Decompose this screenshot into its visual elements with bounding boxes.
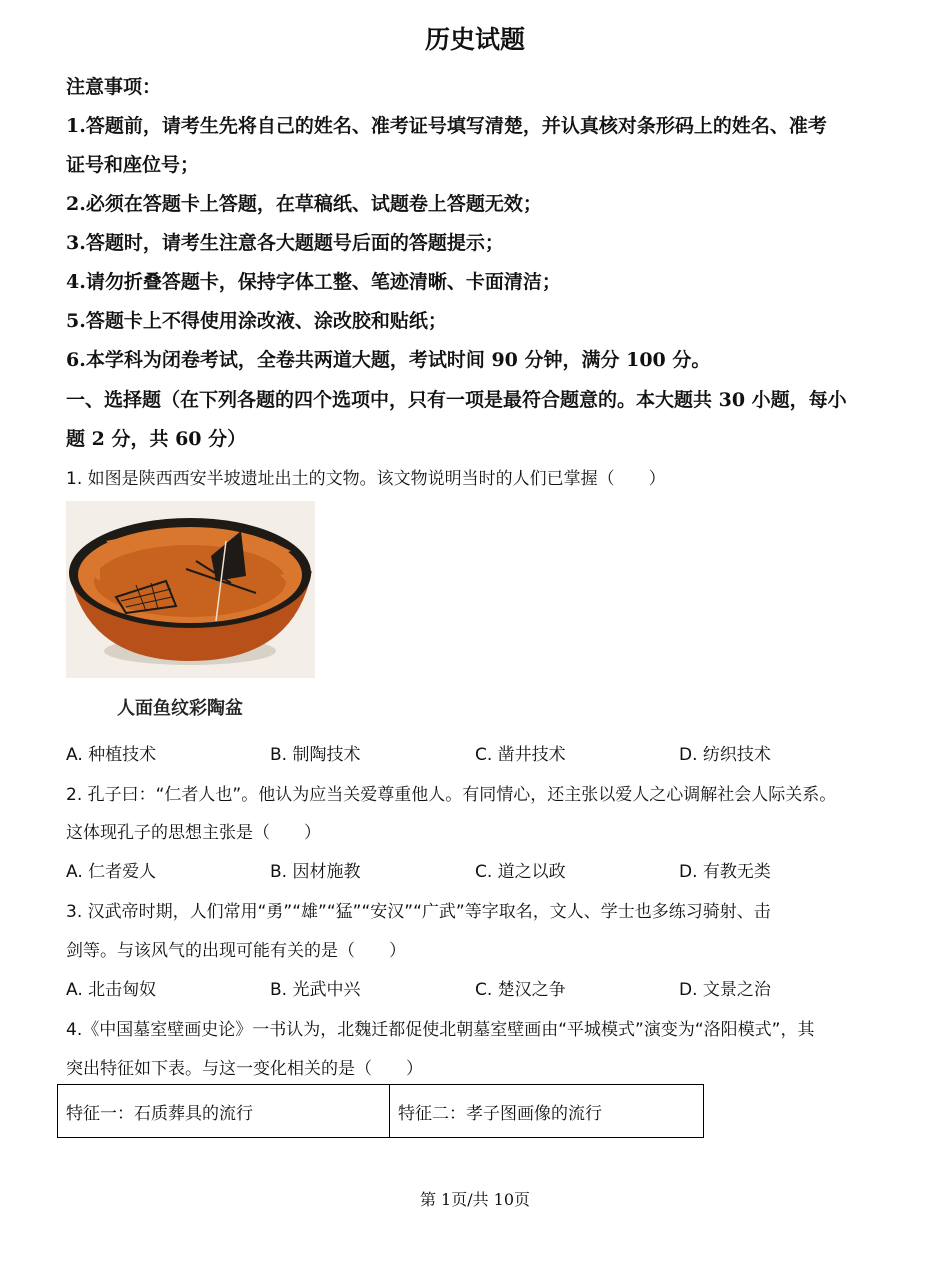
figure-caption: 人面鱼纹彩陶盆	[117, 698, 243, 719]
question-3-text: 3. 汉武帝时期，人们常用“勇”“雄”“猛”“安汉”“广武”等字取名，文人、学士也多练习骑射、击	[66, 902, 771, 922]
page-footer: 第 1页/共 10页	[419, 1190, 531, 1209]
table-cell: 特征二：孝子图画像的流行	[390, 1085, 704, 1138]
question-4-text: 4.《中国墓室壁画史论》一书认为，北魏迁都促使北朝墓室壁画由“平城模式”演变为“洛阳模式”，其	[66, 1020, 815, 1040]
option-d: D. 文景之治	[679, 980, 771, 1000]
pottery-bowl-image	[66, 501, 315, 678]
option-b: B. 因材施教	[270, 862, 361, 882]
option-a: A. 种植技术	[66, 745, 157, 765]
option-c: C. 凿井技术	[475, 745, 566, 765]
table-row	[58, 1085, 704, 1138]
question-4-text-cont: 突出特征如下表。与这一变化相关的是（ ）	[66, 1059, 423, 1079]
option-c: C. 道之以政	[475, 862, 566, 882]
question-3-text-cont: 剑等。与该风气的出现可能有关的是（ ）	[66, 941, 406, 961]
section-heading-cont: 题 2 分，共 60 分）	[66, 428, 247, 450]
notice-item: 1.答题前，请考生先将自己的姓名、准考证号填写清楚，并认真核对条形码上的姓名、准考	[66, 115, 827, 137]
question-2-text-cont: 这体现孔子的思想主张是（ ）	[66, 823, 321, 843]
option-a: A. 北击匈奴	[66, 980, 157, 1000]
page-title: 历史试题	[424, 25, 525, 54]
section-heading: 一、选择题（在下列各题的四个选项中，只有一项是最符合题意的。本大题共 30 小题，每小	[66, 389, 847, 411]
notice-item: 证号和座位号；	[66, 154, 200, 176]
option-a: A. 仁者爱人	[66, 862, 157, 882]
notice-item: 5.答题卡上不得使用涂改液、涂改胶和贴纸；	[66, 310, 447, 332]
features-table	[57, 1084, 704, 1138]
notice-item: 4.请勿折叠答题卡，保持字体工整、笔迹清晰、卡面清洁；	[66, 271, 561, 293]
pottery-bowl-illustration	[66, 501, 315, 678]
option-b: B. 光武中兴	[270, 980, 361, 1000]
option-c: C. 楚汉之争	[475, 980, 566, 1000]
option-d: D. 纺织技术	[679, 745, 771, 765]
notice-item: 2.必须在答题卡上答题，在草稿纸、试题卷上答题无效；	[66, 193, 542, 215]
notice-item: 6.本学科为闭卷考试，全卷共两道大题，考试时间 90 分钟，满分 100 分。	[66, 349, 711, 371]
notice-heading: 注意事项：	[66, 76, 162, 98]
option-d: D. 有教无类	[679, 862, 771, 882]
table-cell: 特征一：石质葬具的流行	[58, 1085, 390, 1138]
question-1-text: 1. 如图是陕西西安半坡遗址出土的文物。该文物说明当时的人们已掌握（ ）	[66, 469, 666, 489]
question-2-text: 2. 孔子曰：“仁者人也”。他认为应当关爱尊重他人。有同情心，还主张以爱人之心调解社会人际关系。	[66, 785, 837, 805]
notice-item: 3.答题时，请考生注意各大题题号后面的答题提示；	[66, 232, 504, 254]
option-b: B. 制陶技术	[270, 745, 361, 765]
